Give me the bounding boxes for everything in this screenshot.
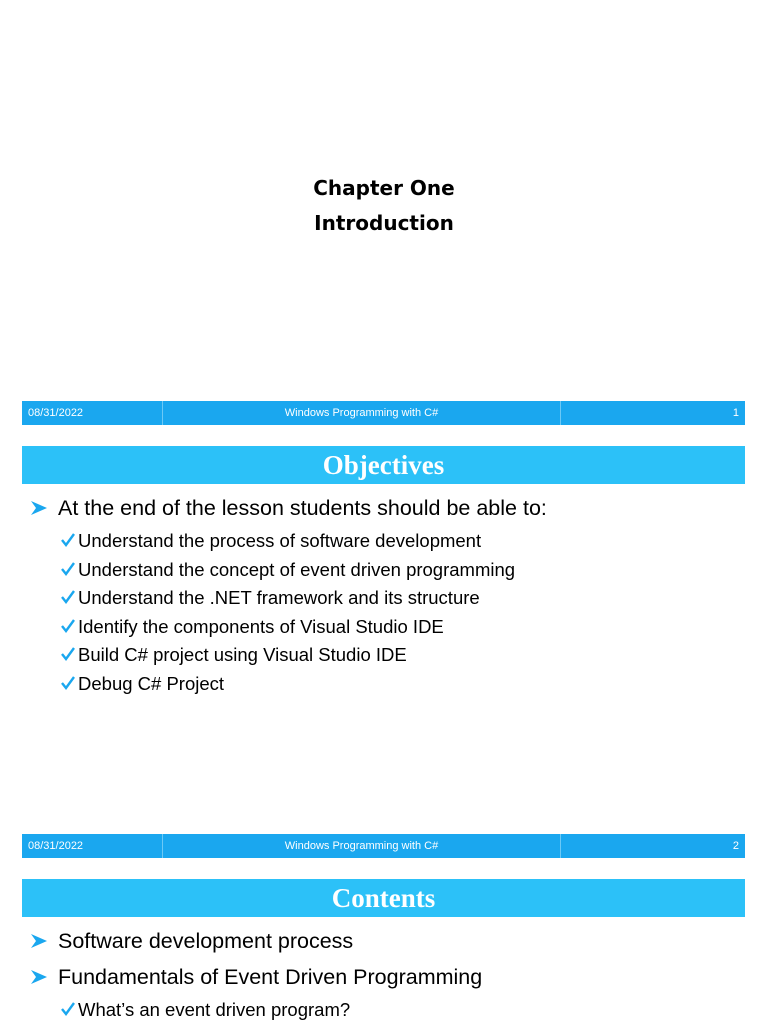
- list-item: [30, 962, 482, 996]
- checkmark-icon: [60, 532, 76, 548]
- list-item-text: Build C# project using Visual Studio IDE: [78, 644, 407, 665]
- list-item: [30, 584, 547, 613]
- list-item-text: Fundamentals of Event Driven Programming: [58, 965, 483, 989]
- footer-date: 08/31/2022: [22, 401, 163, 425]
- checkmark-icon: [60, 1001, 76, 1017]
- list-item-text: Understand the .NET framework and its structure: [78, 587, 480, 608]
- chapter-subtitle: Introduction: [314, 211, 454, 235]
- contents-list: [30, 926, 482, 1025]
- footer-bar-slide2: [22, 834, 745, 858]
- arrow-bullet-icon: [30, 500, 48, 516]
- chapter-label: Chapter One: [313, 176, 455, 200]
- objectives-list: [30, 493, 547, 698]
- checkmark-icon: [60, 589, 76, 605]
- footer-course: Windows Programming with C#: [163, 401, 561, 425]
- list-item-text: Debug C# Project: [78, 672, 225, 694]
- slide2-heading: Objectives: [22, 446, 745, 484]
- list-item-text: At the end of the lesson students should be able to:: [58, 496, 547, 520]
- list-item-text: Identify the components of Visual Studio IDE: [78, 615, 444, 637]
- list-item: [30, 641, 547, 670]
- list-item: [30, 670, 547, 699]
- arrow-bullet-icon: [30, 933, 48, 949]
- footer-date: 08/31/2022: [22, 834, 163, 858]
- list-item: [30, 556, 547, 585]
- list-item-text: Understand the process of software development: [78, 530, 482, 551]
- list-item-text: Understand the concept of event driven programming: [78, 558, 516, 580]
- footer-course: Windows Programming with C#: [163, 834, 561, 858]
- list-item: [30, 613, 547, 642]
- slide-number: 1: [732, 407, 739, 419]
- arrow-bullet-icon: [30, 969, 48, 985]
- list-item: [30, 527, 547, 556]
- checkmark-icon: [60, 618, 76, 634]
- checkmark-icon: [60, 675, 76, 691]
- list-item: [30, 996, 482, 1025]
- list-item: [30, 493, 547, 527]
- list-item-text: Software development process: [58, 929, 354, 953]
- slide1-title: [0, 171, 768, 241]
- checkmark-icon: [60, 561, 76, 577]
- list-item-text: What’s an event driven program?: [78, 999, 351, 1020]
- checkmark-icon: [60, 646, 76, 662]
- footer-bar-slide1: [22, 401, 745, 425]
- slide-number: 2: [732, 840, 739, 852]
- slide3-heading: Contents: [22, 879, 745, 917]
- list-item: [30, 926, 482, 962]
